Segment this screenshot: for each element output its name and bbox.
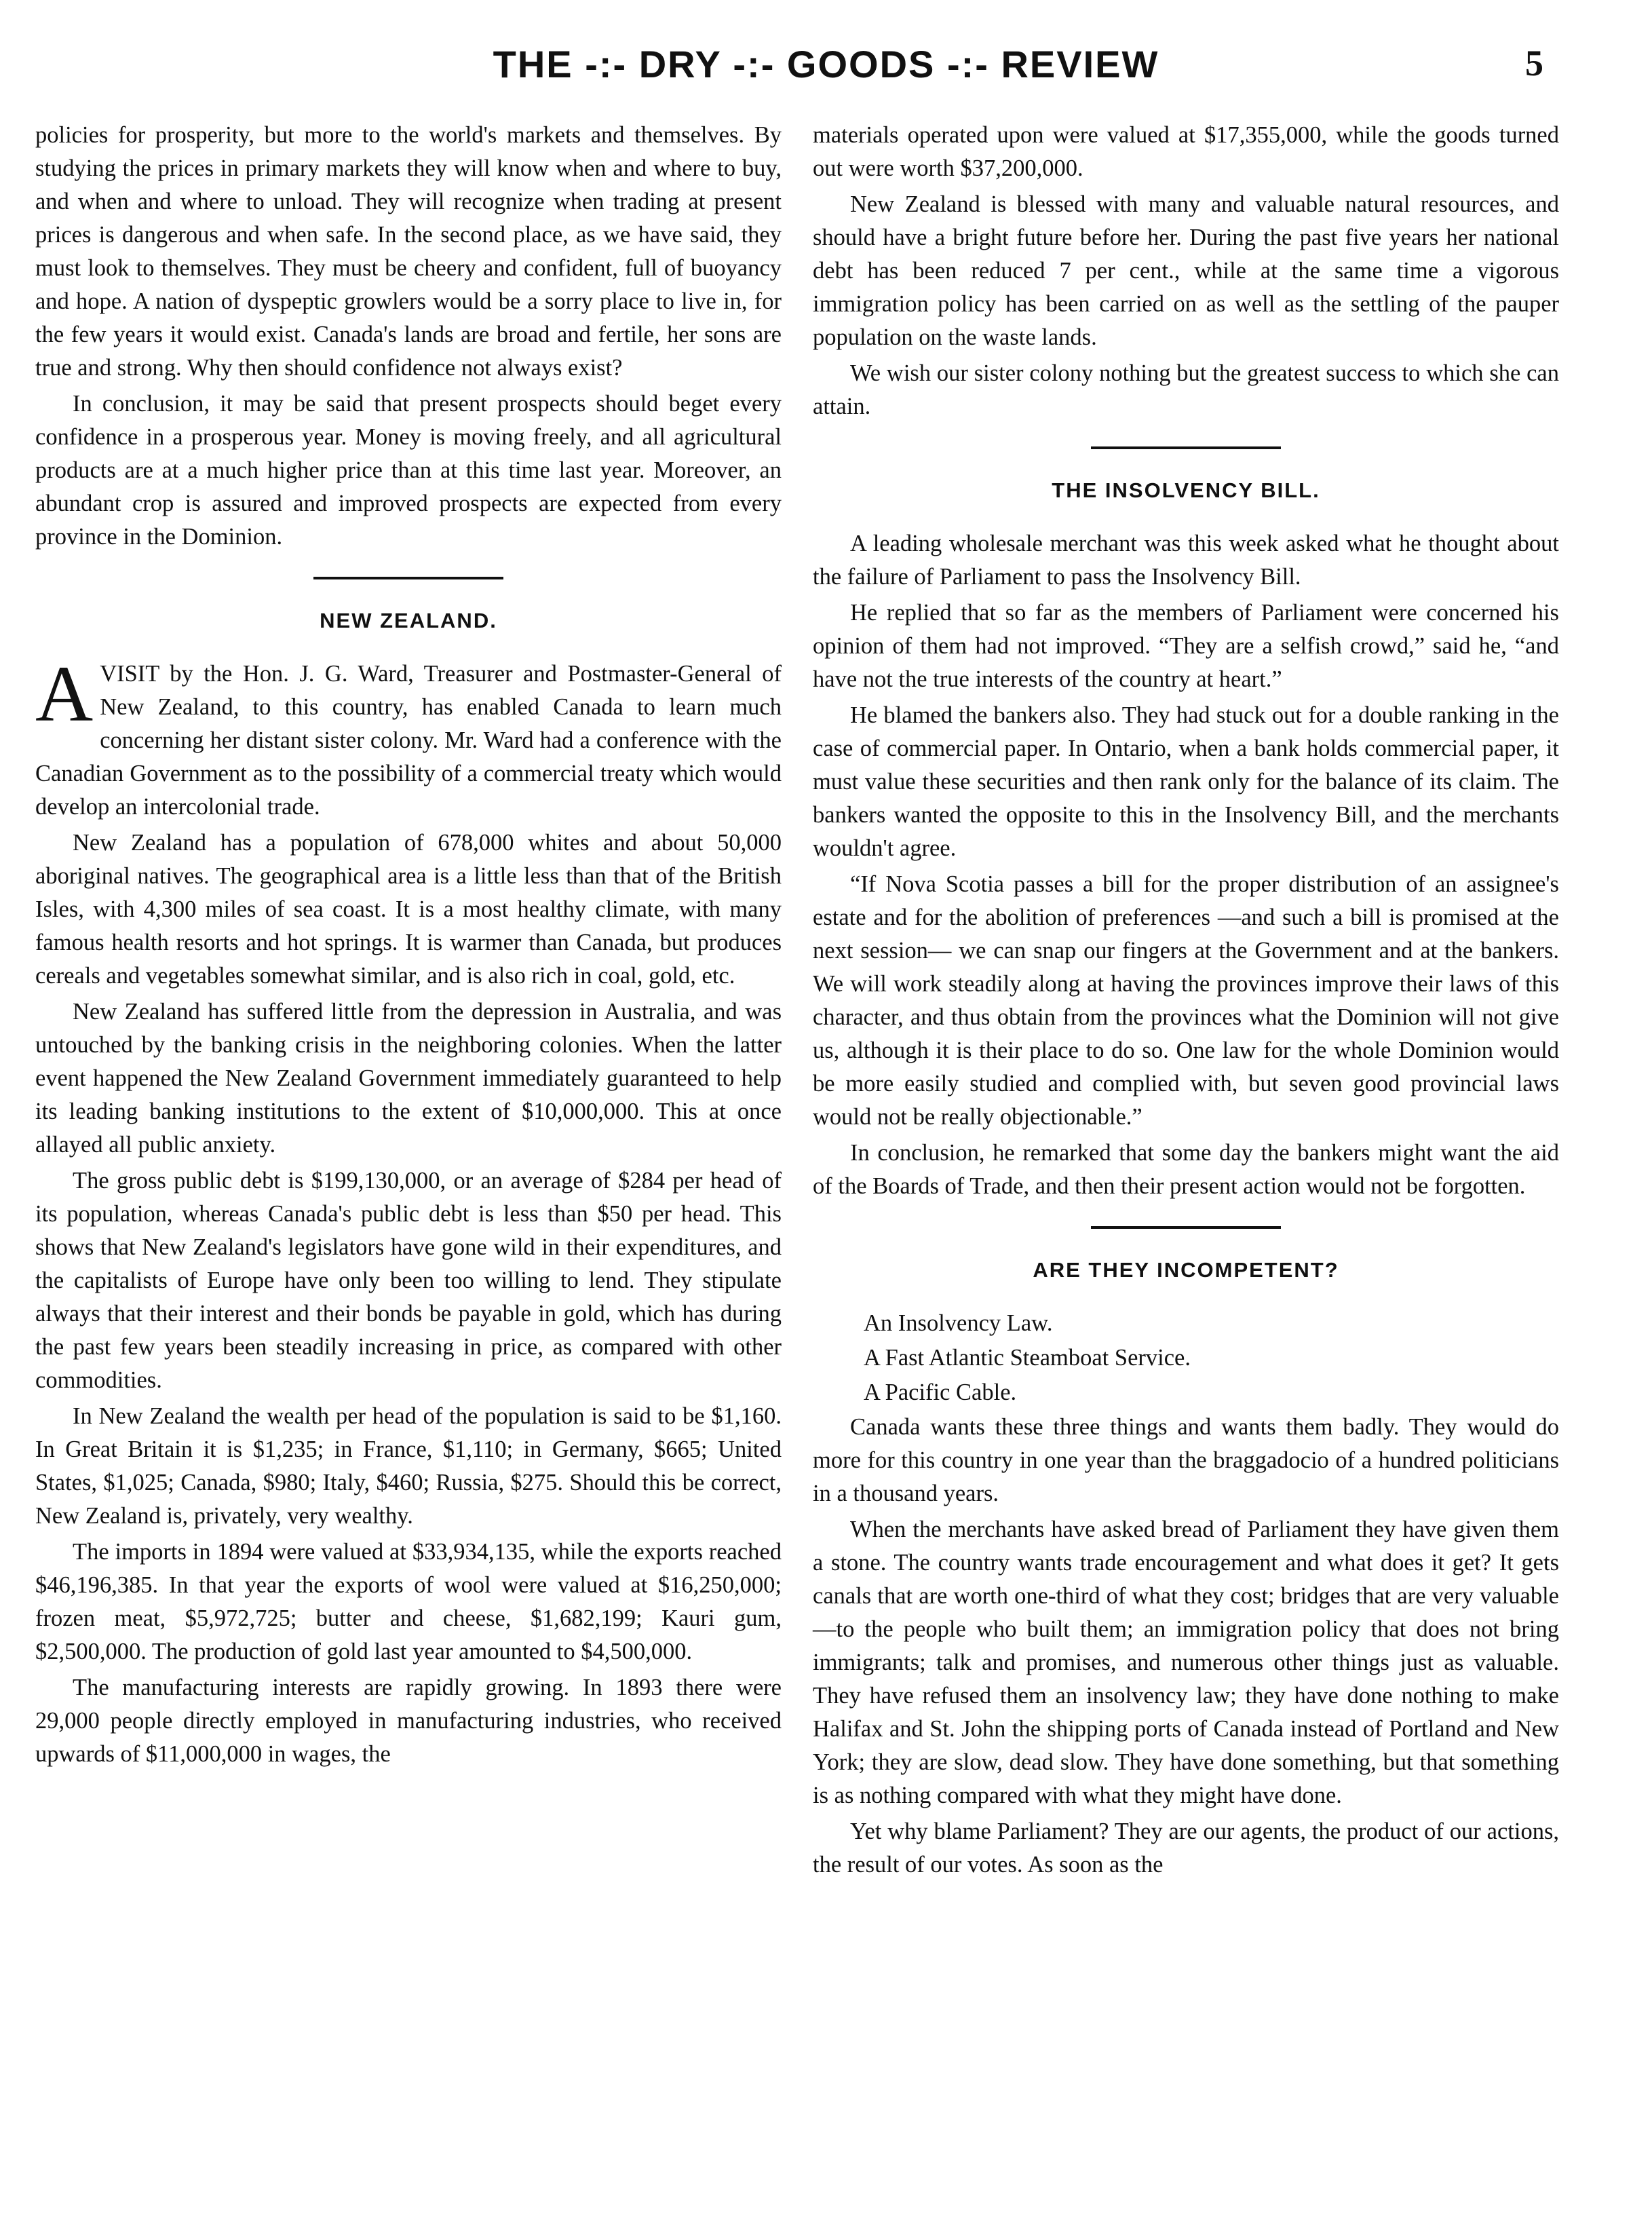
lead-paragraph-text: VISIT by the Hon. J. G. Ward, Treasurer and Postmaster-General of New Zealand, to this country, has enabled Canada to learn much concerning her distant sister colony. Mr. Ward had a conference with the Canadian Government as to the possibility of a commercial treaty which would develop an intercolonial trade. xyxy=(35,661,782,820)
masthead xyxy=(0,42,1652,103)
paragraph: A leading wholesale merchant was this week asked what he thought about the failure of Parliament to pass the Insolvency Bill. xyxy=(813,531,1559,590)
list-item: A Fast Atlantic Steamboat Service. xyxy=(864,1345,1191,1371)
paragraph: We wish our sister colony nothing but the greatest success to which she can attain. xyxy=(813,360,1559,419)
paragraph: In conclusion, it may be said that present prospects should beget every confidence in a prosperous year. Money is moving freely, and all agricultural products are at a much higher price than at this time last year. Moreover, an abundant crop is assured and improved prospects are expected from every province in the Dominion. xyxy=(35,391,782,550)
section-heading-insolvency-bill: THE INSOLVENCY BILL. xyxy=(1052,478,1320,502)
paragraph: The manufacturing interests are rapidly growing. In 1893 there were 29,000 people directly employed in manufacturing industries, who received upwards of $11,000,000 in wages, the xyxy=(35,1675,782,1767)
paragraph: New Zealand has suffered little from the depression in Australia, and was untouched by the banking crisis in the neighboring colonies. When the latter event happened the New Zealand Government immediately guaranteed to help its leading banking institutions to the extent of $10,000,000. This at once allayed all public anxiety. xyxy=(35,999,782,1158)
lead-paragraph xyxy=(35,649,782,824)
paragraph: materials operated upon were valued at $17,355,000, while the goods turned out were worth $37,200,000. xyxy=(813,122,1559,181)
section-heading-are-they-incompetent: ARE THEY INCOMPETENT? xyxy=(1033,1258,1339,1282)
publication-title: THE -:- DRY -:- GOODS -:- REVIEW xyxy=(493,43,1159,85)
list-item: An Insolvency Law. xyxy=(864,1310,1053,1336)
paragraph: policies for prosperity, but more to the world's markets and themselves. By studying the prices in primary markets they will know when and where to buy, and when and where to unload. They will recognize when trading at present prices is dangerous and when safe. In the second place, as we have said, they must look to themselves. They must be cheery and confident, full of buoyancy and hope. A nation of dyspeptic growlers would be a sorry place to live in, for the few years it would exist. Canada's lands are broad and fertile, her sons are true and strong. Why then should confidence not always exist? xyxy=(35,122,782,381)
paragraph: He replied that so far as the members of Parliament were concerned his opinion of them had not improved. “They are a selfish crowd,” said he, “and have not the true interests of the country at heart.” xyxy=(813,600,1559,692)
paragraph: New Zealand has a population of 678,000 whites and about 50,000 aboriginal natives. The geographical area is a little less than that of the British Isles, with 4,300 miles of sea coast. It is a most healthy climate, with many famous health resorts and hot springs. It is warmer than Canada, but produces cereals and vegetables somewhat similar, and is also rich in coal, gold, etc. xyxy=(35,830,782,989)
paragraph: “If Nova Scotia passes a bill for the proper distribution of an assignee's estate and for the abolition of preferences —and such a bill is promised at the next session— we can snap our fingers at the Government and at the bankers. We will work steadily along at having the provinces improve their laws of this character, and thus obtain from the provinces what the Dominion will not give us, although it is their place to do so. One law for the whole Dominion would be more easily studied and complied with, but seven good provincial laws would not be really objectionable.” xyxy=(813,871,1559,1130)
right-column xyxy=(813,119,1559,1884)
paragraph: The imports in 1894 were valued at $33,934,135, while the exports reached $46,196,385. In that year the exports of wool were valued at $16,250,000; frozen meat, $5,972,725; butter and cheese, $1,682,199; Kauri gum, $2,500,000. The production of gold last year amounted to $4,500,000. xyxy=(35,1539,782,1664)
section-divider xyxy=(313,577,503,579)
page-number: 5 xyxy=(1525,43,1543,83)
section-heading-new-zealand: NEW ZEALAND. xyxy=(320,609,497,632)
paragraph: He blamed the bankers also. They had stuck out for a double ranking in the case of commercial paper. In Ontario, when a bank holds commercial paper, it must value these securities and then rank only for the balance of its claim. The bankers wanted the opposite to this in the Insolvency Bill, and the merchants wouldn't agree. xyxy=(813,702,1559,861)
paragraph: In conclusion, he remarked that some day the bankers might want the aid of the Boards of Trade, and then their present action would not be forgotten. xyxy=(813,1140,1559,1199)
left-column xyxy=(35,119,782,1774)
paragraph: In New Zealand the wealth per head of the population is said to be $1,160. In Great Britain it is $1,235; in France, $1,110; in Germany, $665; United States, $1,025; Canada, $980; Italy, $460; Russia, $275. Should this be correct, New Zealand is, privately, very wealthy. xyxy=(35,1403,782,1529)
paragraph: When the merchants have asked bread of Parliament they have given them a stone. The country wants trade encouragement and what does it get? It gets canals that are worth one-third of what they cost; bridges that are very valuable—to the people who built them; an immigration policy that does not bring immigrants; talk and promises, and numerous other things just as valuable. They have refused them an insolvency law; they have done nothing to make Halifax and St. John the shipping ports of Canada instead of Portland and New York; they are slow, dead slow. They have done something, but that something is as nothing compared with what they might have done. xyxy=(813,1517,1559,1808)
paragraph: New Zealand is blessed with many and valuable natural resources, and should have a bright future before her. During the past five years her national debt has been reduced 7 per cent., while at the same time a vigorous immigration policy has been carried on as well as the settling of the pauper population on the waste lands. xyxy=(813,191,1559,350)
section-divider xyxy=(1091,446,1281,449)
paragraph: Canada wants these three things and wants them badly. They would do more for this country in one year than the braggadocio of a hundred politicians in a thousand years. xyxy=(813,1414,1559,1506)
list-item: A Pacific Cable. xyxy=(864,1379,1017,1405)
paragraph: Yet why blame Parliament? They are our agents, the product of our actions, the result of our votes. As soon as the xyxy=(813,1818,1559,1878)
section-divider xyxy=(1091,1226,1281,1229)
drop-cap: A xyxy=(35,649,94,738)
paragraph: The gross public debt is $199,130,000, or an average of $284 per head of its population, whereas Canada's public debt is less than $50 per head. This shows that New Zealand's legislators have gone wild in their expenditures, and the capitalists of Europe have only been too willing to lend. They stipulate always that their interest and their bonds be payable in gold, which has during the past few years been steadily increasing in price, as compared with other commodities. xyxy=(35,1168,782,1393)
